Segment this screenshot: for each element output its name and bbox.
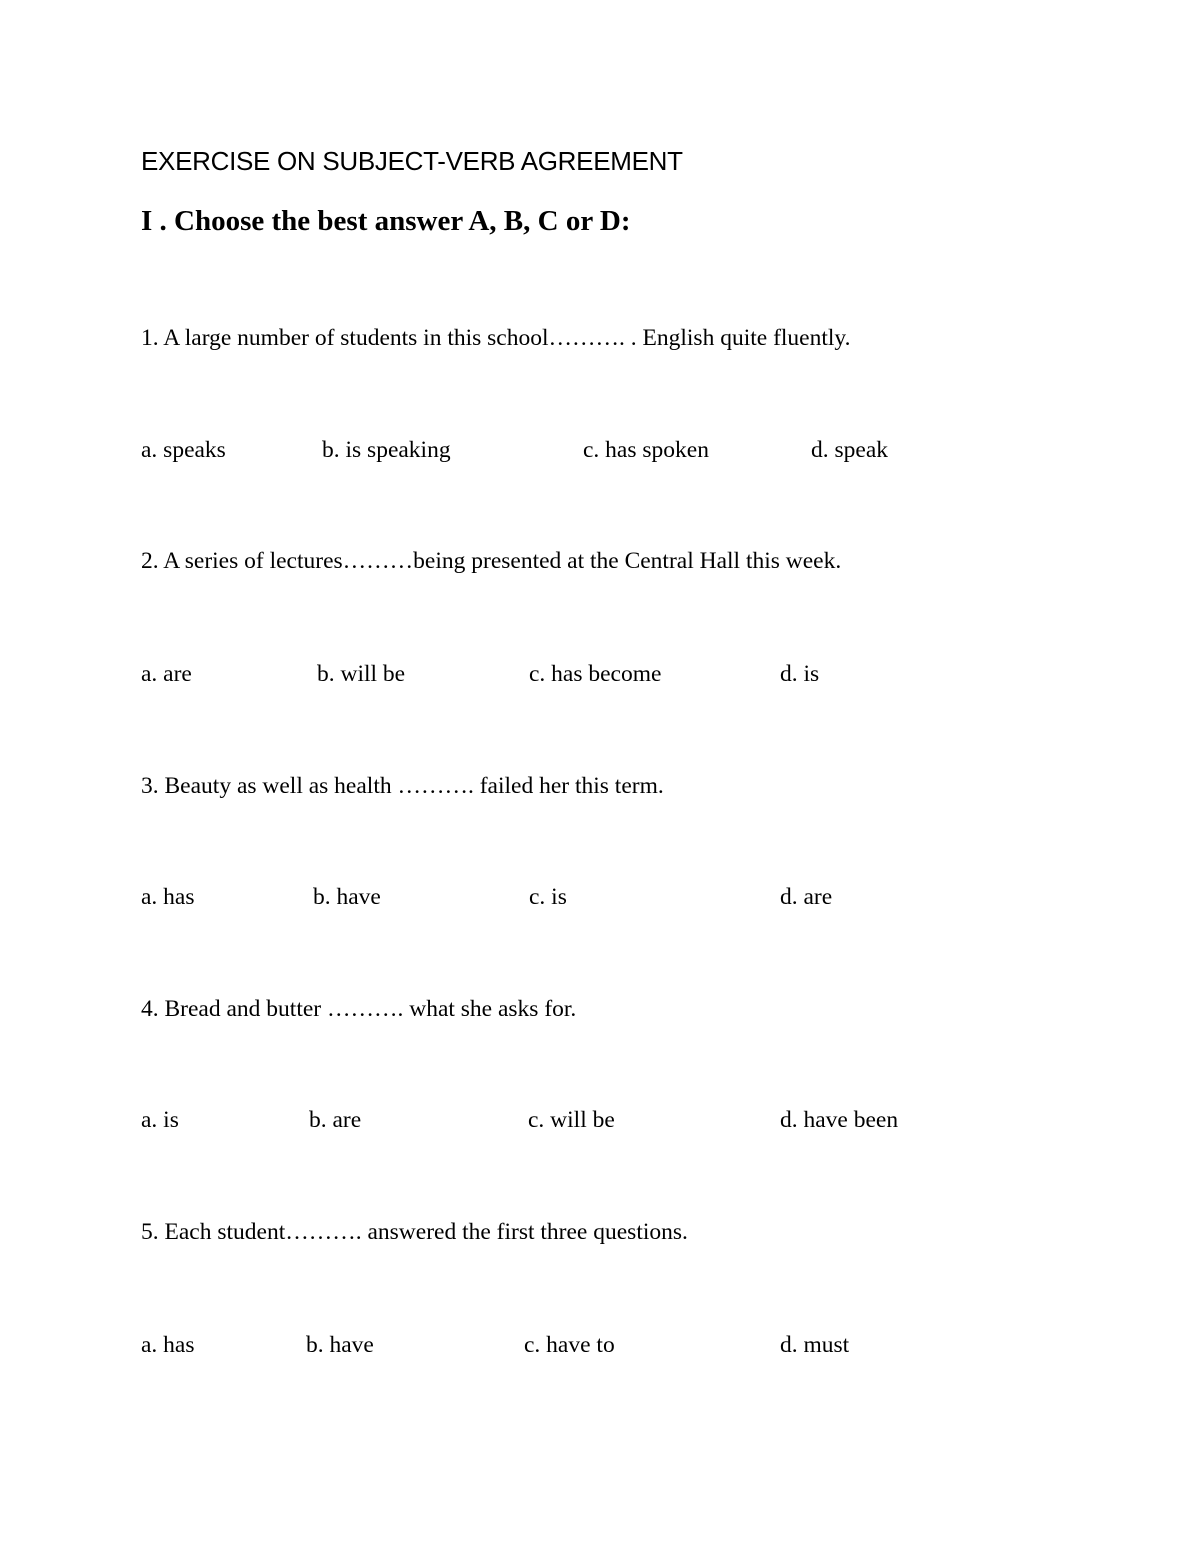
question-4-text: 4. Bread and butter ………. what she asks for. — [141, 996, 577, 1022]
section-heading: I . Choose the best answer A, B, C or D: — [141, 205, 631, 237]
question-5-option-c: c. have to — [524, 1332, 615, 1358]
question-4-option-c: c. will be — [528, 1107, 615, 1133]
question-5-option-a: a. has — [141, 1332, 195, 1358]
question-3-option-c: c. is — [529, 884, 567, 910]
question-1-text: 1. A large number of students in this school………. . English quite fluently. — [141, 325, 851, 351]
question-2-option-a: a. are — [141, 661, 192, 687]
question-5-text: 5. Each student………. answered the first three questions. — [141, 1219, 688, 1245]
question-3-option-d: d. are — [780, 884, 833, 910]
question-1-option-c: c. has spoken — [583, 437, 709, 463]
question-4-option-a: a. is — [141, 1107, 179, 1133]
question-2-option-c: c. has become — [529, 661, 662, 687]
question-1-option-b: b. is speaking — [322, 437, 451, 463]
page-title: EXERCISE ON SUBJECT-VERB AGREEMENT — [141, 146, 683, 176]
question-2-option-d: d. is — [780, 661, 820, 687]
question-5-option-d: d. must — [780, 1332, 850, 1358]
question-5-option-b: b. have — [306, 1332, 374, 1358]
question-4-option-b: b. are — [309, 1107, 362, 1133]
question-3-option-a: a. has — [141, 884, 195, 910]
question-3-option-b: b. have — [313, 884, 381, 910]
question-3-text: 3. Beauty as well as health ………. failed her this term. — [141, 773, 664, 799]
question-2-text: 2. A series of lectures………being presented at the Central Hall this week. — [141, 548, 842, 574]
question-2-option-b: b. will be — [317, 661, 406, 687]
question-4-option-d: d. have been — [780, 1107, 899, 1133]
question-1-option-d: d. speak — [811, 437, 889, 463]
question-1-option-a: a. speaks — [141, 437, 226, 463]
